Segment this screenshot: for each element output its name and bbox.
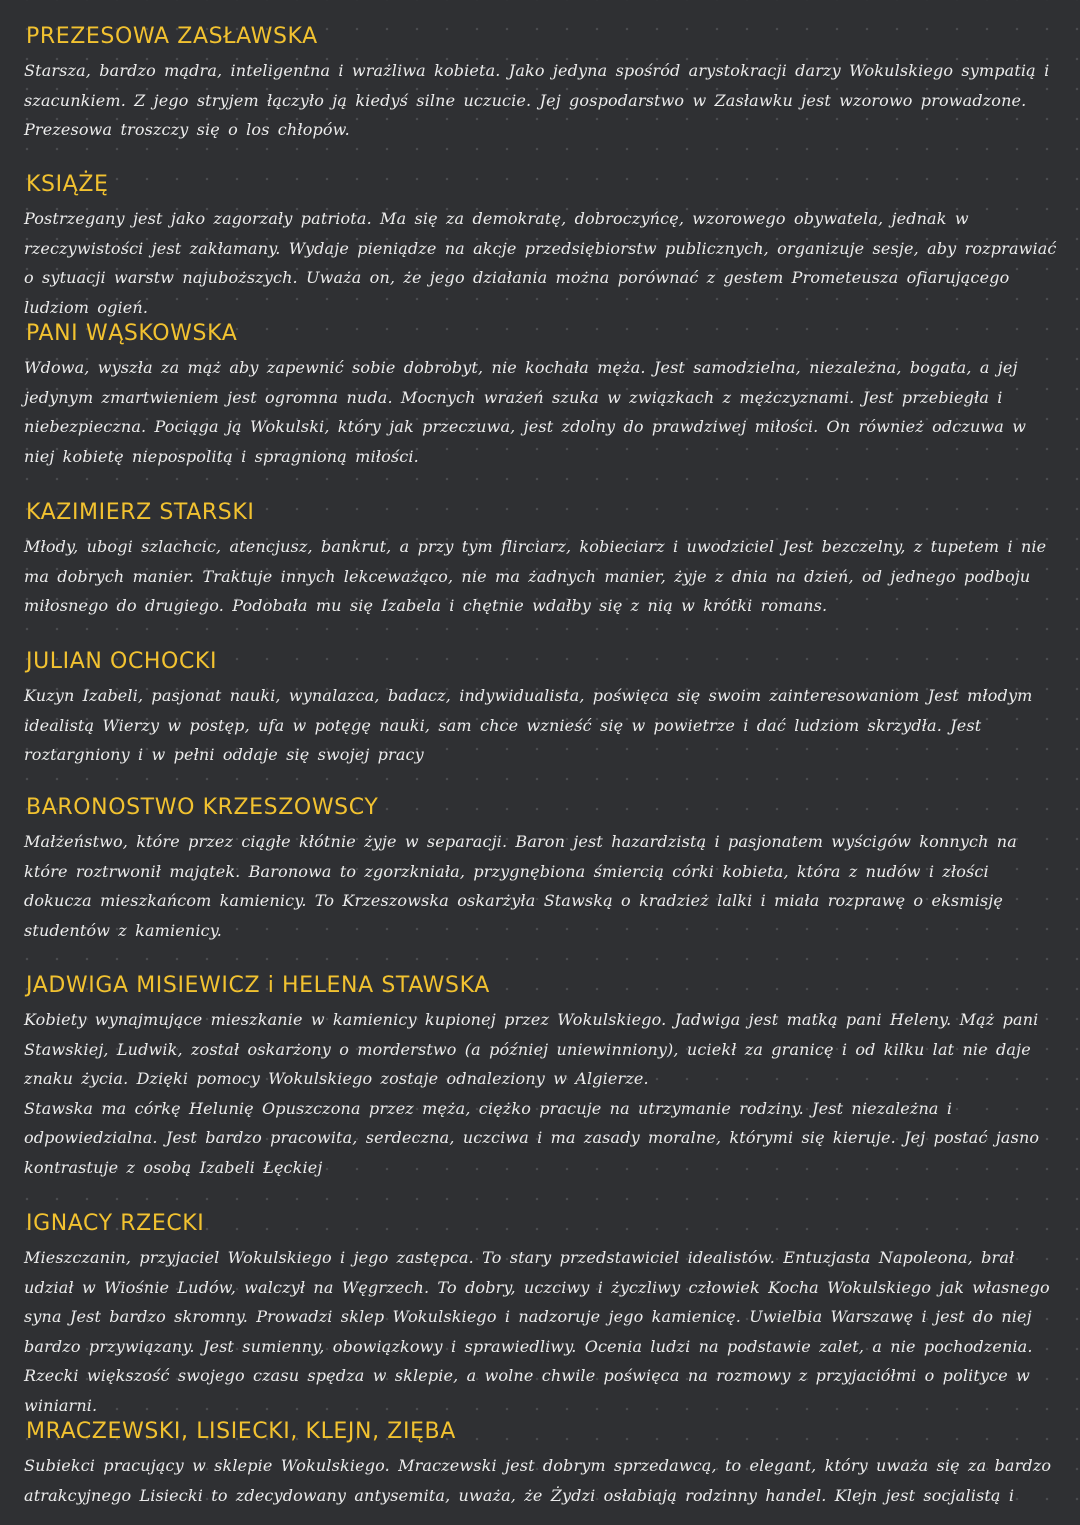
section-kazimierz-starski [24,500,1059,621]
section-text: Kobiety wynajmujące mieszkanie w kamienicy kupionej przez Wokulskiego. Jadwiga jest matką pani Heleny. Mąż pani Stawskiej, Ludwik, został oskarżony o morderstwo (a później uniewinniony), uciekł za granicę i od kilku lat nie daje znaku życia. Dzięki pomocy Wokulskiego zostaje odnaleziony w Algierze. [24,1010,1039,1088]
section-misiewicz-stawska [24,973,1059,1182]
section-text: Kuzyn Izabeli, pasjonat nauki, wynalazca, badacz, indywidualista, poświęca się swoim zainteresowaniom Jest młodym idealistą Wierzy w postęp, ufa w potęgę nauki, sam chce wznieść się w powietrze i dać ludziom skrzydła. Jest roztargniony i w pełni oddaje się swojej pracy [24,686,1033,764]
section-text: Starsza, bardzo mądra, inteligentna i wrażliwa kobieta. Jako jedyna spośród arystokracji darzy Wokulskiego sympatią i szacunkiem. Z jego stryjem łączyło ją kiedyś silne uczucie. Jej gospodarstwo w Zasławku jest wzorowo prowadzone. Prezesowa troszczy się o los chłopów. [24,61,1050,139]
section-text: Wdowa, wyszła za mąż aby zapewnić sobie dobrobyt, nie kochała męża. Jest samodzielna, niezależna, bogata, a jej jedynym zmartwieniem jest ogromna nuda. Mocnych wrażeń szuka w związkach z mężczyznami. Jest przebiegła i niebezpieczna. Pociąga ją Wokulski, który jak przeczuwa, jest zdolny do prawdziwej miłości. On również odczuwa w niej kobietę niepospolitą i spragnioną miłości. [24,358,1027,466]
section-text: Subiekci pracujący w sklepie Wokulskiego. Mraczewski jest dobrym sprzedawcą, to elegant, który uważa się za bardzo atrakcyjnego Lisiecki to zdecydowany antysemita, uważa, że Żydzi osłabiają rodzinny handel. Klejn jest socjalistą i [24,1456,1052,1505]
section-title: PANI WĄSKOWSKA [26,321,238,346]
section-title: KAZIMIERZ STARSKI [26,500,255,525]
section-title: KSIĄŻĘ [26,172,109,197]
section-text: Młody, ubogi szlachcic, atencjusz, bankrut, a przy tym flirciarz, kobieciarz i uwodziciel Jest bezczelny, z tupetem i nie ma dobrych manier. Traktuje innych lekceważąco, nie ma żadnych manier, żyje z dnia na dzień, od jednego podboju miłosnego do drugiego. Podobała mu się Izabela i chętnie wdałby się z nią w krótki romans. [24,537,1047,615]
section-text: Postrzegany jest jako zagorzały patriota. Ma się za demokratę, dobroczyńcę, wzorowego obywatela, jednak w rzeczywistości jest zakłamany. Wydaje pieniądze na akcje przedsiębiorstw publicznych, organizuje sesje, aby rozprawiać o sytuacji warstw najuboższych. Uważa on, że jego działania można porównać z gestem Prometeusza ofiarującego ludziom ogień. [24,209,1057,317]
section-title: BARONOSTWO KRZESZOWSCY [26,795,379,820]
section-pani-waskowska [24,321,1059,471]
section-subiekci [24,1419,1059,1510]
section-title: IGNACY RZECKI [26,1211,205,1236]
section-ksiaze [24,172,1059,322]
section-text: Mieszczanin, przyjaciel Wokulskiego i jego zastępca. To stary przedstawiciel idealistów. Entuzjasta Napoleona, brał udział w Wiośnie Ludów, walczył na Węgrzech. To dobry, uczciwy i życzliwy człowiek Kocha Wokulskiego jak własnego syna Jest bardzo skromny. Prowadzi sklep Wokulskiego i nadzoruje jego kamienicę. Uwielbia Warszawę i jest do niej bardzo przywiązany. Jest sumienny, obowiązkowy i sprawiedliwy. Ocenia ludzi na podstawie zalet, a nie pochodzenia. Rzecki większość swojego czasu spędza w sklepie, a wolne chwile poświęca na rozmowy z przyjaciółmi o polityce w winiarni. [24,1248,1050,1415]
section-title: JULIAN OCHOCKI [26,649,218,674]
section-ignacy-rzecki [24,1211,1059,1420]
section-title: JADWIGA MISIEWICZ i HELENA STAWSKA [26,973,490,998]
section-prezesowa-zaslawska [24,24,1059,145]
section-title: MRACZEWSKI, LISIECKI, KLEJN, ZIĘBA [26,1419,456,1444]
section-title: PREZESOWA ZASŁAWSKA [26,24,318,49]
section-text: Małżeństwo, które przez ciągłe kłótnie żyje w separacji. Baron jest hazardzistą i pasjonatem wyścigów konnych na które roztrwonił majątek. Baronowa to zgorzkniała, przygnębiona śmiercią córki kobieta, która z nudów i złości dokucza mieszkańcom kamienicy. To Krzeszowska oskarżyła Stawską o kradzież lalki i miała rozprawę o eksmisję studentów z kamienicy. [24,832,1017,940]
section-text: Stawska ma córkę Helunię Opuszczona przez męża, ciężko pracuje na utrzymanie rodziny. Jest niezależna i odpowiedzialna. Jest bardzo pracowita, serdeczna, uczciwa i ma zasady moralne, którymi się kieruje. Jej postać jasno kontrastuje z osobą Izabeli Łęckiej [24,1098,1040,1177]
section-baronostwo-krzeszowscy [24,795,1059,945]
section-julian-ochocki [24,649,1059,770]
